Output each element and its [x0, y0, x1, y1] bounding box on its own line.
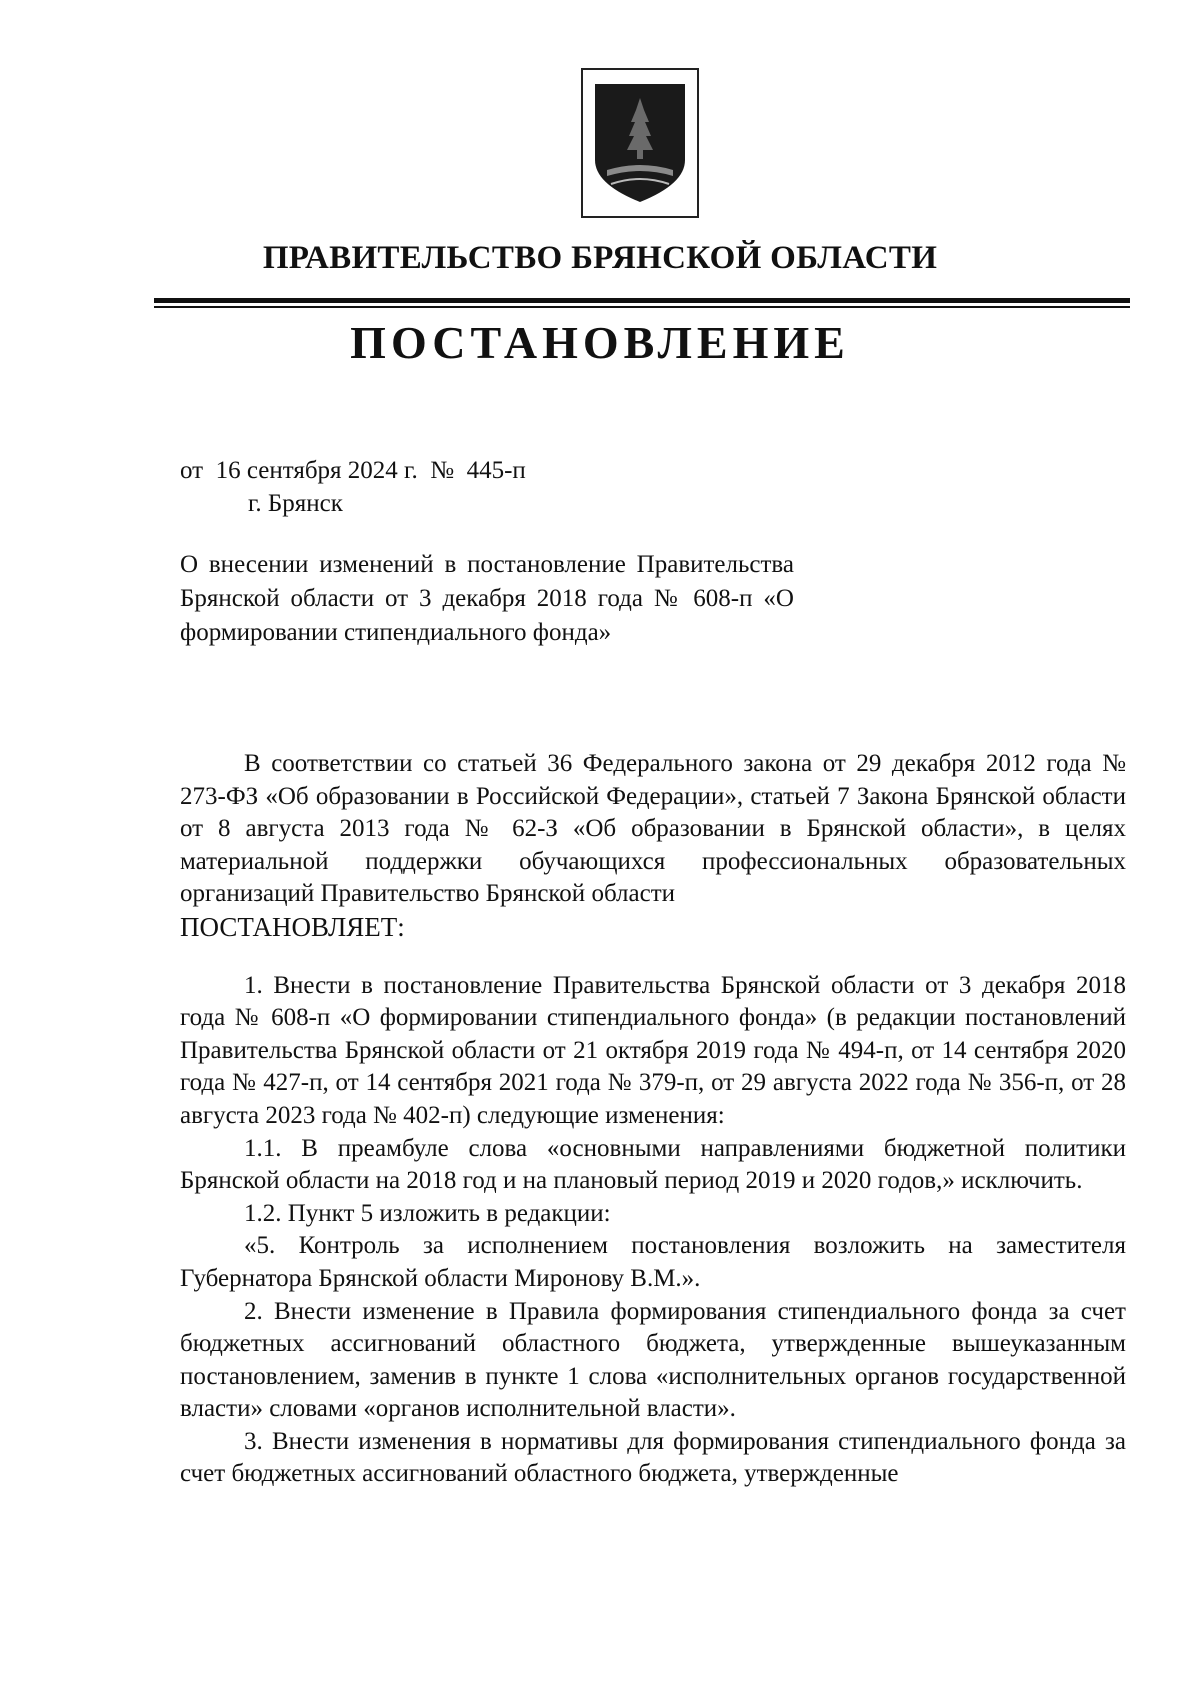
header-divider-thick — [154, 298, 1130, 303]
item-3-paragraph: 3. Внести изменения в нормативы для формирования стипендиального фонда за счет бюджетных ассигнований областного бюджета, утвержденные — [180, 1427, 1126, 1488]
item-2-paragraph: 2. Внести изменение в Правила формирования стипендиального фонда за счет бюджетных ассигнований областного бюджета, утвержденные вышеуказанным постановлением, заменив в пункте 1 слова «исполнительных органов государственной власти» словами «органов исполнительной власти». — [180, 1297, 1126, 1423]
item-1-paragraph: 1. Внести в постановление Правительства Брянской области от 3 декабря 2018 года № 608-п «О формировании стипендиального фонда» (в редакции постановлений Правительства Брянской области от 21 октября 2019 года № 494-п, от 14 сентября 2020 года № 427-п, от 14 сентября 2021 года № 379-п, от 29 августа 2022 года № 356-п, от 28 августа 2023 года № 402-п) следующие изменения: — [180, 971, 1126, 1129]
government-title: ПРАВИТЕЛЬСТВО БРЯНСКОЙ ОБЛАСТИ — [262, 240, 938, 276]
header-divider-thin — [154, 306, 1130, 308]
decree-subject: О внесении изменений в постановление Правительства Брянской области от 3 декабря 2018 года № 608-п «О формировании стипендиального фонда» — [180, 551, 794, 646]
coat-of-arms-emblem — [581, 68, 699, 218]
item-1-2-paragraph: 1.2. Пункт 5 изложить в редакции: — [244, 1199, 611, 1227]
item-1-2-quote-paragraph: «5. Контроль за исполнением постановления возложить на заместителя Губернатора Брянской области Миронову В.М.». — [180, 1232, 1126, 1292]
decree-body — [180, 748, 1126, 1491]
preamble-paragraph: В соответствии со статьей 36 Федерального закона от 29 декабря 2012 года № 273-ФЗ «Об образовании в Российской Федерации», статьей 7 Закона Брянской области от 8 августа 2013 года № 62-З «Об образовании в Брянской области», в целях материальной поддержки обучающихся профессиональных образовательных организаций Правительство Брянской области — [180, 750, 1126, 908]
bryansk-coat-of-arms-icon — [589, 76, 691, 210]
decree-city: г. Брянск — [248, 490, 343, 517]
item-1-1-paragraph: 1.1. В преамбуле слова «основными направлениями бюджетной политики Брянской области на 2018 год и на плановый период 2019 и 2020 годов,» исключить. — [180, 1134, 1126, 1195]
decree-keyword: ПОСТАНОВЛЯЕТ: — [180, 911, 405, 942]
decree-date-number: от 16 сентября 2024 г. № 445-п — [180, 457, 526, 484]
document-type-title: ПОСТАНОВЛЕНИЕ — [350, 317, 850, 368]
